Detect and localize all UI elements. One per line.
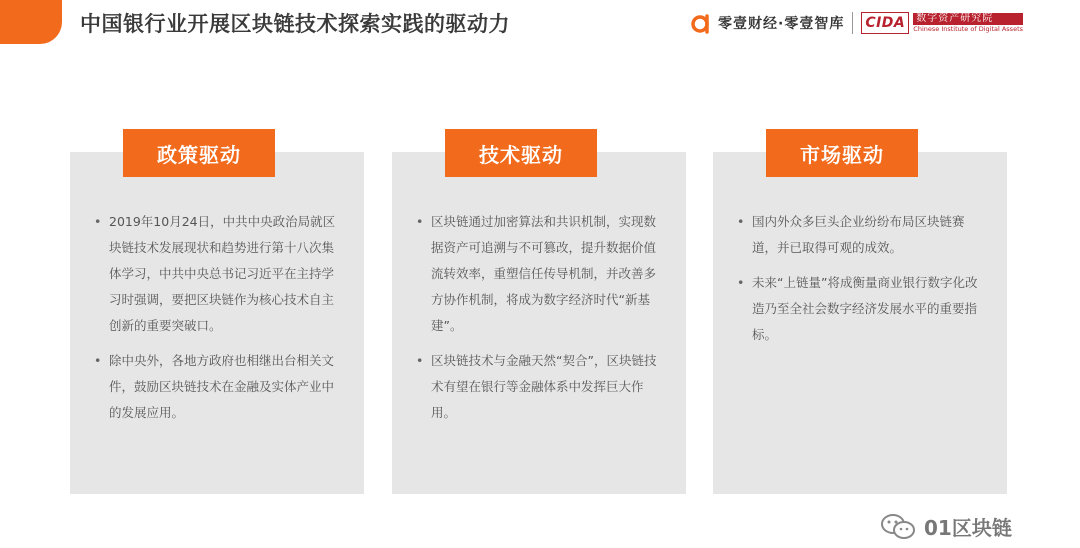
list-item: • 未来“上链量”将成衡量商业银行数字化改造乃至全社会数字经济发展水平的重要指标。 — [737, 270, 987, 348]
market-card — [713, 152, 1007, 494]
watermark — [880, 512, 1012, 541]
cida-text — [913, 13, 1023, 34]
watermark-text: 01区块链 — [924, 516, 1012, 540]
technology-card — [392, 152, 686, 494]
cida-en-name: Chinese Institute of Digital Assets — [913, 24, 1024, 33]
technology-bullets — [416, 209, 666, 435]
list-item: • 区块链技术与金融天然“契合”，区块链技术有望在银行等金融体系中发挥巨大作用。 — [416, 348, 666, 426]
page-title: 中国银行业开展区块链技术探索实践的驱动力 — [80, 12, 510, 36]
brand-logo-icon — [690, 12, 712, 34]
brand-area — [690, 9, 1023, 37]
list-item: • 区块链通过加密算法和共识机制，实现数据资产可追溯与不可篡改，提升数据价值流转效率，重塑信任传导机制，并改善多方协作机制，将成为数字经济时代“新基建”。 — [416, 209, 666, 339]
cida-logo: CIDA — [861, 12, 909, 34]
list-item: • 除中央外，各地方政府也相继出台相关文件，鼓励区块链技术在金融及实体产业中的发展应用。 — [94, 348, 344, 426]
cida-cn-name: 数字资产研究院 — [913, 13, 1023, 25]
list-item: • 国内外众多巨头企业纷纷布局区块链赛道，并已取得可观的成效。 — [737, 209, 987, 261]
brand-name: 零壹财经·零壹智库 — [718, 16, 845, 32]
policy-card — [70, 152, 364, 494]
policy-card-title: 政策驱动 — [123, 129, 275, 177]
wechat-icon — [880, 513, 916, 541]
market-bullets — [737, 209, 987, 357]
brand-separator — [852, 12, 853, 34]
accent-tab — [0, 0, 62, 44]
market-card-title: 市场驱动 — [766, 129, 918, 177]
technology-card-title: 技术驱动 — [445, 129, 597, 177]
list-item: • 2019年10月24日，中共中央政治局就区块链技术发展现状和趋势进行第十八次集体学习，中共中央总书记习近平在主持学习时强调，要把区块链作为核心技术自主创新的重要突破口。 — [94, 209, 344, 339]
policy-bullets — [94, 209, 344, 435]
